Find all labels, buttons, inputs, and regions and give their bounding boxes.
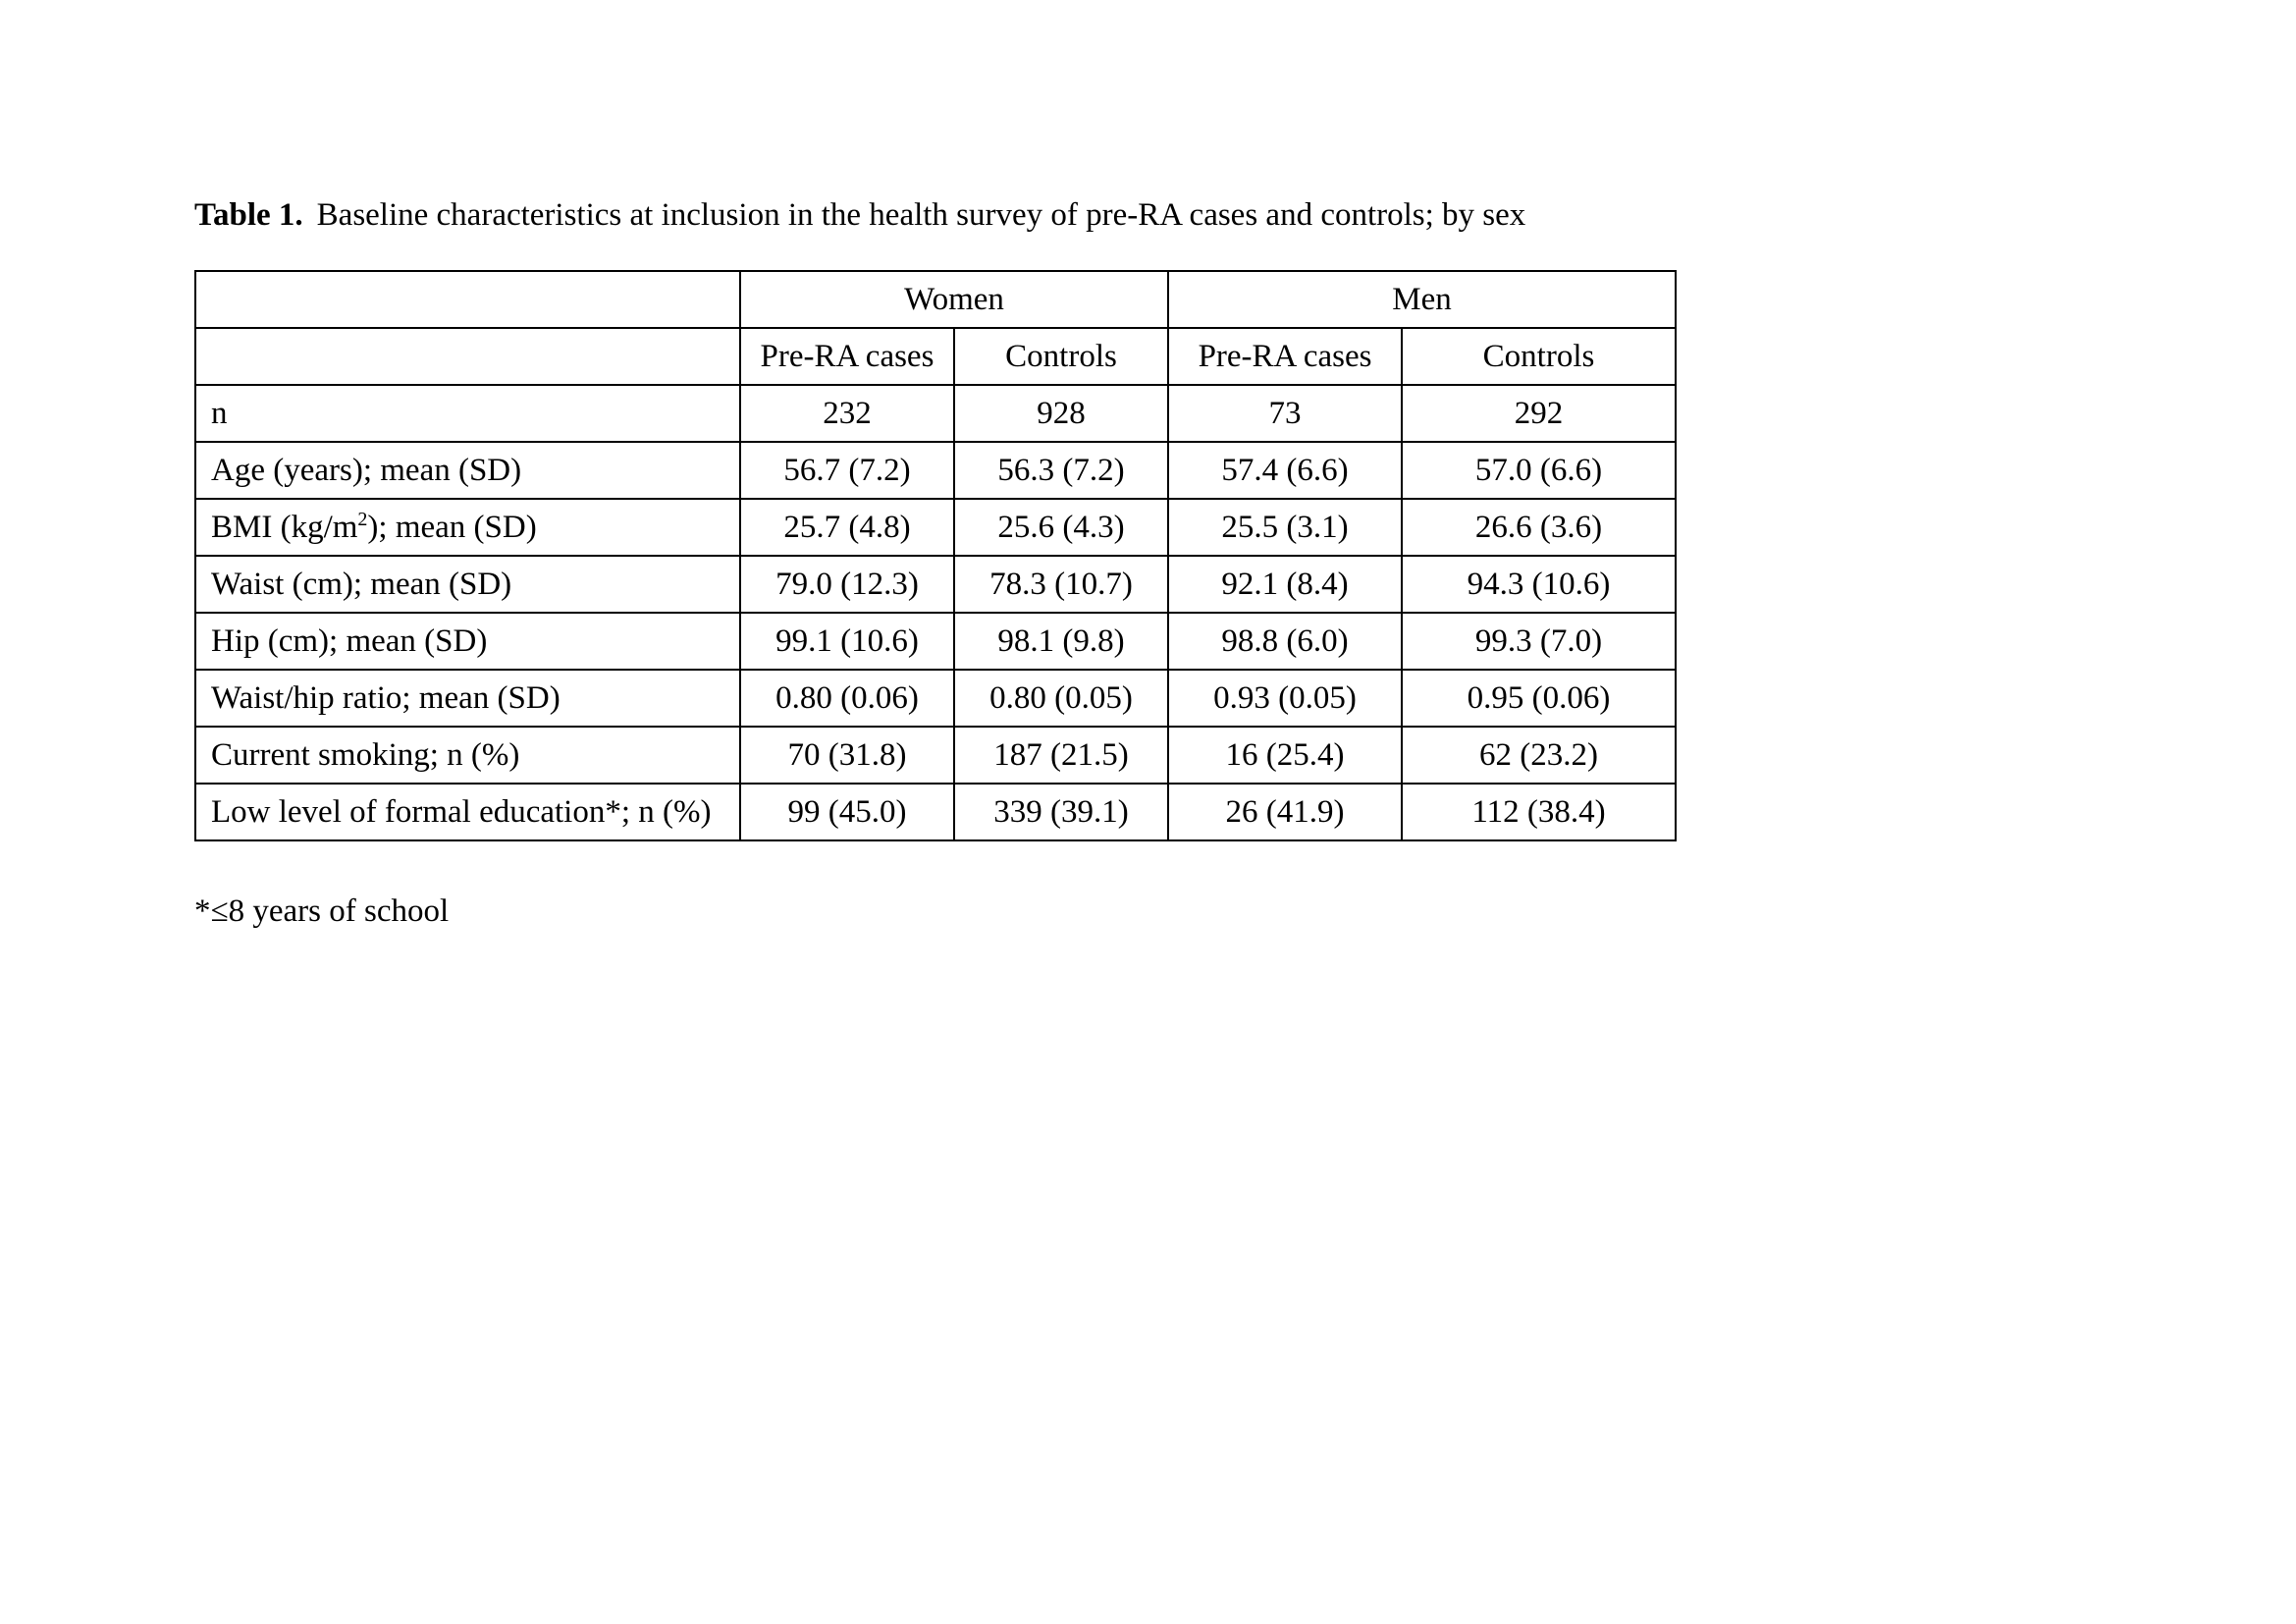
baseline-characteristics-table — [194, 270, 1677, 841]
table-cell: 25.5 (3.1) — [1168, 499, 1402, 556]
table-caption-text: Baseline characteristics at inclusion in the health survey of pre-RA cases and controls; by sex — [316, 197, 1526, 233]
table-row-waist — [195, 556, 1676, 613]
table-cell: 0.80 (0.06) — [740, 670, 954, 727]
table-row-bmi — [195, 499, 1676, 556]
table-cell: 56.3 (7.2) — [954, 442, 1168, 499]
table-cell: 99.1 (10.6) — [740, 613, 954, 670]
table-cell: 26.6 (3.6) — [1402, 499, 1676, 556]
table-cell: 78.3 (10.7) — [954, 556, 1168, 613]
group-header-women: Women — [740, 271, 1168, 328]
table-cell: 187 (21.5) — [954, 727, 1168, 784]
table-cell: 62 (23.2) — [1402, 727, 1676, 784]
subheader-men-pre-ra-cases: Pre-RA cases — [1168, 328, 1402, 385]
row-label: Waist (cm); mean (SD) — [195, 556, 740, 613]
group-header-men: Men — [1168, 271, 1676, 328]
table-footnote: *≤8 years of school — [194, 893, 450, 929]
row-label: Current smoking; n (%) — [195, 727, 740, 784]
group-header-row — [195, 271, 1676, 328]
row-label: Hip (cm); mean (SD) — [195, 613, 740, 670]
table-cell: 928 — [954, 385, 1168, 442]
table-cell: 232 — [740, 385, 954, 442]
table-cell: 25.6 (4.3) — [954, 499, 1168, 556]
table-cell: 292 — [1402, 385, 1676, 442]
table-cell: 0.93 (0.05) — [1168, 670, 1402, 727]
table-row-n — [195, 385, 1676, 442]
table-cell: 0.95 (0.06) — [1402, 670, 1676, 727]
row-label: n — [195, 385, 740, 442]
table-row-current-smoking — [195, 727, 1676, 784]
table-cell: 79.0 (12.3) — [740, 556, 954, 613]
table-caption-label: Table 1. — [194, 197, 303, 233]
table-cell: 112 (38.4) — [1402, 784, 1676, 840]
table-row-hip — [195, 613, 1676, 670]
table-cell: 99.3 (7.0) — [1402, 613, 1676, 670]
row-label-text: BMI (kg/m — [211, 510, 358, 545]
table-cell: 57.4 (6.6) — [1168, 442, 1402, 499]
table-cell: 25.7 (4.8) — [740, 499, 954, 556]
table-cell: 94.3 (10.6) — [1402, 556, 1676, 613]
row-label: Age (years); mean (SD) — [195, 442, 740, 499]
table-cell: 16 (25.4) — [1168, 727, 1402, 784]
table-cell: 57.0 (6.6) — [1402, 442, 1676, 499]
subheader-women-controls: Controls — [954, 328, 1168, 385]
row-label — [195, 499, 740, 556]
row-label-text: ); mean (SD) — [367, 510, 537, 545]
empty-header-cell — [195, 271, 740, 328]
table-cell: 73 — [1168, 385, 1402, 442]
subheader-women-pre-ra-cases: Pre-RA cases — [740, 328, 954, 385]
table-cell: 98.1 (9.8) — [954, 613, 1168, 670]
table-row-waist-hip-ratio — [195, 670, 1676, 727]
subheader-men-controls: Controls — [1402, 328, 1676, 385]
table-cell: 0.80 (0.05) — [954, 670, 1168, 727]
table-cell: 339 (39.1) — [954, 784, 1168, 840]
table-caption — [194, 193, 1525, 237]
table-cell: 99 (45.0) — [740, 784, 954, 840]
empty-subheader-cell — [195, 328, 740, 385]
table-row-age — [195, 442, 1676, 499]
subheader-row — [195, 328, 1676, 385]
table-row-low-education — [195, 784, 1676, 840]
row-label: Waist/hip ratio; mean (SD) — [195, 670, 740, 727]
table-cell: 92.1 (8.4) — [1168, 556, 1402, 613]
table-cell: 26 (41.9) — [1168, 784, 1402, 840]
row-label: Low level of formal education*; n (%) — [195, 784, 740, 840]
table-cell: 70 (31.8) — [740, 727, 954, 784]
table-cell: 98.8 (6.0) — [1168, 613, 1402, 670]
table-cell: 56.7 (7.2) — [740, 442, 954, 499]
row-label-superscript: 2 — [357, 509, 368, 530]
